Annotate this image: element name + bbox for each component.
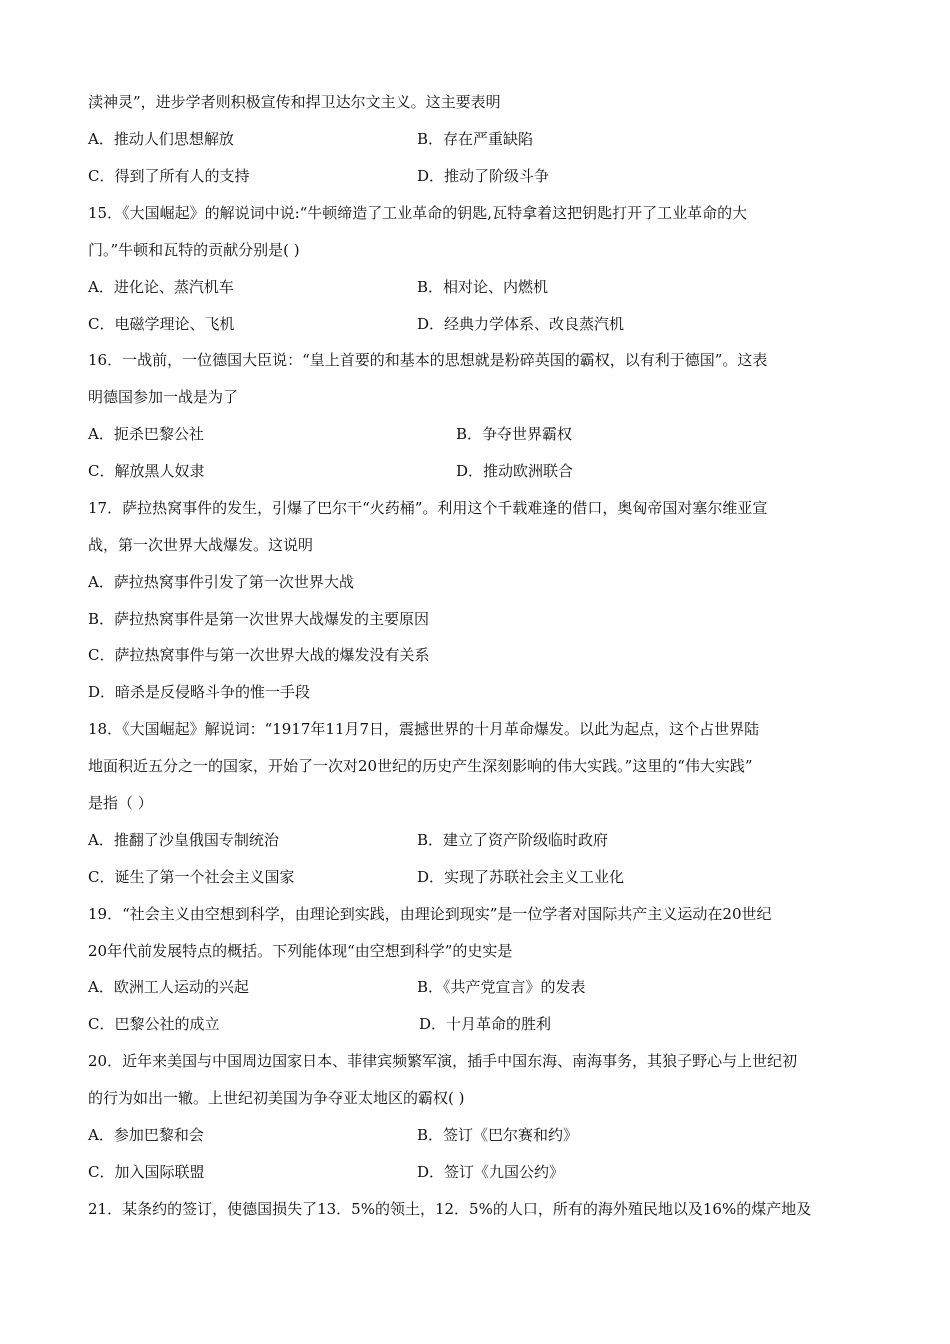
q15-stem-line-1: 15．《大国崛起》的解说词中说:“牛顿缔造了工业革命的钥匙,瓦特拿着这把钥匙打开了工业革命的大: [88, 204, 748, 222]
q18-option-a: A．推翻了沙皇俄国专制统治: [88, 831, 279, 849]
q20-stem-line-2: 的行为如出一辙。上世纪初美国为争夺亚太地区的霸权( ): [88, 1089, 465, 1107]
q17-option-b: B．萨拉热窝事件是第一次世界大战爆发的主要原因: [88, 610, 430, 628]
q15-option-d: D．经典力学体系、改良蒸汽机: [417, 315, 625, 333]
q18-option-b: B．建立了资产阶级临时政府: [417, 831, 609, 849]
q15-option-a: A．进化论、蒸汽机车: [88, 278, 234, 296]
q18-stem-line-2: 地面积近五分之一的国家，开始了一次对20世纪的历史产生深刻影响的伟大实践。”这里的“伟大实践”: [88, 757, 753, 775]
q20-stem-line-1: 20．近年来美国与中国周边国家日本、菲律宾频繁军演，插手中国东海、南海事务，其狼子野心与上世纪初: [88, 1052, 798, 1070]
q16-option-a: A．扼杀巴黎公社: [88, 425, 204, 443]
q19-option-a: A．欧洲工人运动的兴起: [88, 978, 249, 996]
q14-option-b: B．存在严重缺陷: [417, 130, 534, 148]
q19-option-b: B．《共产党宣言》的发表: [417, 978, 586, 996]
q20-option-b: B．签订《巴尔赛和约》: [417, 1126, 579, 1144]
q14-option-d: D．推动了阶级斗争: [417, 167, 550, 185]
q14-option-c: C．得到了所有人的支持: [88, 167, 250, 185]
q15-option-c: C．电磁学理论、飞机: [88, 315, 235, 333]
q16-option-d: D．推动欧洲联合: [456, 462, 574, 480]
q17-stem-line-1: 17．萨拉热窝事件的发生，引爆了巴尔干“火药桶”。利用这个千载难逢的借口，奥匈帝国对塞尔维亚宣: [88, 499, 768, 517]
q16-option-c: C．解放黑人奴隶: [88, 462, 205, 480]
q17-option-d: D．暗杀是反侵略斗争的惟一手段: [88, 683, 311, 701]
q17-option-a: A．萨拉热窝事件引发了第一次世界大战: [88, 573, 354, 591]
q16-stem-line-1: 16．一战前，一位德国大臣说：“皇上首要的和基本的思想就是粉碎英国的霸权，以有利于德国”。这表: [88, 351, 768, 369]
q16-option-b: B．争夺世界霸权: [456, 425, 573, 443]
q21-stem-line-1: 21．某条约的签订，使德国损失了13．5%的领土，12．5%的人口，所有的海外殖民地以及16%的煤产地及: [88, 1200, 812, 1218]
q20-option-a: A．参加巴黎和会: [88, 1126, 204, 1144]
q19-stem-line-2: 20年代前发展特点的概括。下列能体现“由空想到科学”的史实是: [88, 942, 513, 960]
q17-stem-line-2: 战，第一次世界大战爆发。这说明: [88, 536, 314, 554]
q20-option-d: D．签订《九国公约》: [417, 1163, 565, 1181]
q18-option-d: D．实现了苏联社会主义工业化: [417, 868, 625, 886]
q20-option-c: C．加入国际联盟: [88, 1163, 205, 1181]
q18-stem-line-1: 18．《大国崛起》解说词：“1917年11月7日，震撼世界的十月革命爆发。以此为起点，这个占世界陆: [88, 720, 760, 738]
q16-stem-line-2: 明德国参加一战是为了: [88, 388, 239, 406]
q14-option-a: A．推动人们思想解放: [88, 130, 234, 148]
q18-option-c: C．诞生了第一个社会主义国家: [88, 868, 295, 886]
q15-stem-line-2: 门。”牛顿和瓦特的贡献分别是( ): [88, 241, 300, 259]
q18-stem-line-3: 是指（ ）: [88, 794, 153, 812]
q19-stem-line-1: 19．“社会主义由空想到科学，由理论到实践，由理论到现实”是一位学者对国际共产主义运动在20世纪: [88, 905, 772, 923]
q17-option-c: C．萨拉热窝事件与第一次世界大战的爆发没有关系: [88, 646, 430, 664]
q15-option-b: B．相对论、内燃机: [417, 278, 549, 296]
q19-option-c: C．巴黎公社的成立: [88, 1015, 220, 1033]
q19-option-d: D．十月革命的胜利: [419, 1015, 552, 1033]
question-14-stem-tail: 渎神灵”，进步学者则积极宣传和捍卫达尔文主义。这主要表明: [88, 93, 501, 111]
